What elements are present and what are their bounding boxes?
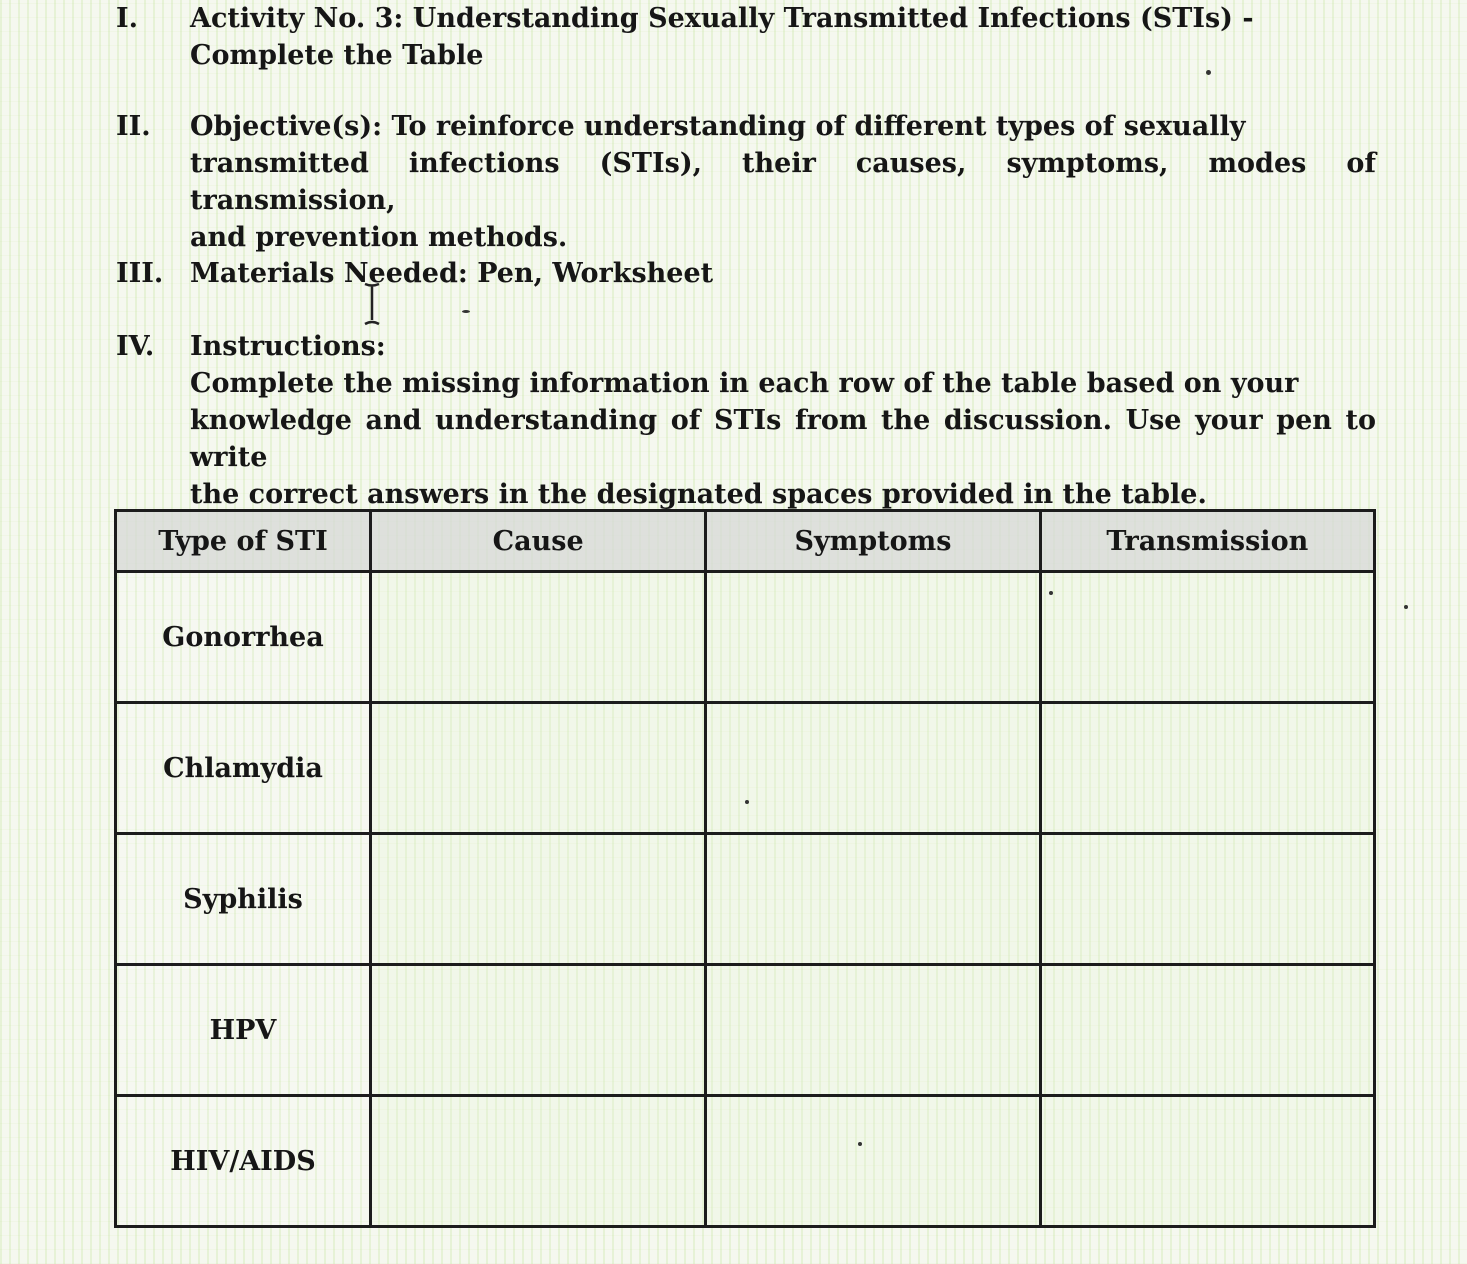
ink-speck <box>745 800 749 804</box>
header-transmission: Transmission <box>1040 511 1374 572</box>
cause-answer-cell[interactable] <box>371 1096 706 1227</box>
cause-answer-cell[interactable] <box>371 703 706 834</box>
objectives-text <box>190 108 1376 256</box>
objectives-line: Objective(s): To reinforce understanding of different types of sexually <box>190 111 1246 142</box>
instructions-line: Complete the missing information in each row of the table based on your <box>190 368 1299 399</box>
table-row <box>116 1096 1375 1227</box>
symptoms-answer-cell[interactable] <box>706 834 1040 965</box>
sti-type-cell: HPV <box>116 965 371 1096</box>
instructions-line: knowledge and understanding of STIs from the discussion. Use your pen to write <box>190 405 1376 473</box>
section-numeral: II. <box>116 111 151 142</box>
ink-speck <box>462 310 470 313</box>
transmission-answer-cell[interactable] <box>1040 703 1374 834</box>
table-row <box>116 834 1375 965</box>
table-row <box>116 965 1375 1096</box>
objectives-line: transmitted infections (STIs), their causes, symptoms, modes of transmission, <box>190 148 1376 216</box>
cause-answer-cell[interactable] <box>371 834 706 965</box>
sti-type-cell: HIV/AIDS <box>116 1096 371 1227</box>
materials-text <box>190 255 1190 292</box>
cause-answer-cell[interactable] <box>371 572 706 703</box>
table-row <box>116 572 1375 703</box>
sti-table <box>114 509 1376 1228</box>
section-numeral: IV. <box>116 331 155 362</box>
materials-line: Materials Needed: Pen, Worksheet <box>190 258 714 289</box>
symptoms-answer-cell[interactable] <box>706 965 1040 1096</box>
text-cursor-icon <box>362 282 382 326</box>
symptoms-answer-cell[interactable] <box>706 703 1040 834</box>
instructions-text <box>190 328 1376 513</box>
section-numeral: III. <box>116 258 164 289</box>
activity-title-line: Activity No. 3: Understanding Sexually Transmitted Infections (STIs) - <box>190 3 1254 34</box>
sti-type-cell: Chlamydia <box>116 703 371 834</box>
table-row <box>116 703 1375 834</box>
activity-title <box>190 0 1290 74</box>
table-header-row <box>116 511 1375 572</box>
sti-type-cell: Gonorrhea <box>116 572 371 703</box>
objectives-line: and prevention methods. <box>190 222 568 253</box>
header-cause: Cause <box>371 511 706 572</box>
instructions-line: the correct answers in the designated spaces provided in the table. <box>190 479 1207 510</box>
instructions-heading: Instructions: <box>190 331 386 362</box>
section-numeral: I. <box>116 3 139 34</box>
symptoms-answer-cell[interactable] <box>706 1096 1040 1227</box>
transmission-answer-cell[interactable] <box>1040 1096 1374 1227</box>
activity-title-line: Complete the Table <box>190 40 484 71</box>
ink-speck <box>1404 605 1408 609</box>
sti-type-cell: Syphilis <box>116 834 371 965</box>
ink-speck <box>1049 591 1053 595</box>
cause-answer-cell[interactable] <box>371 965 706 1096</box>
transmission-answer-cell[interactable] <box>1040 834 1374 965</box>
header-type-of-sti: Type of STI <box>116 511 371 572</box>
transmission-answer-cell[interactable] <box>1040 965 1374 1096</box>
header-symptoms: Symptoms <box>706 511 1040 572</box>
ink-speck <box>1206 70 1211 75</box>
symptoms-answer-cell[interactable] <box>706 572 1040 703</box>
transmission-answer-cell[interactable] <box>1040 572 1374 703</box>
ink-speck <box>858 1142 862 1146</box>
